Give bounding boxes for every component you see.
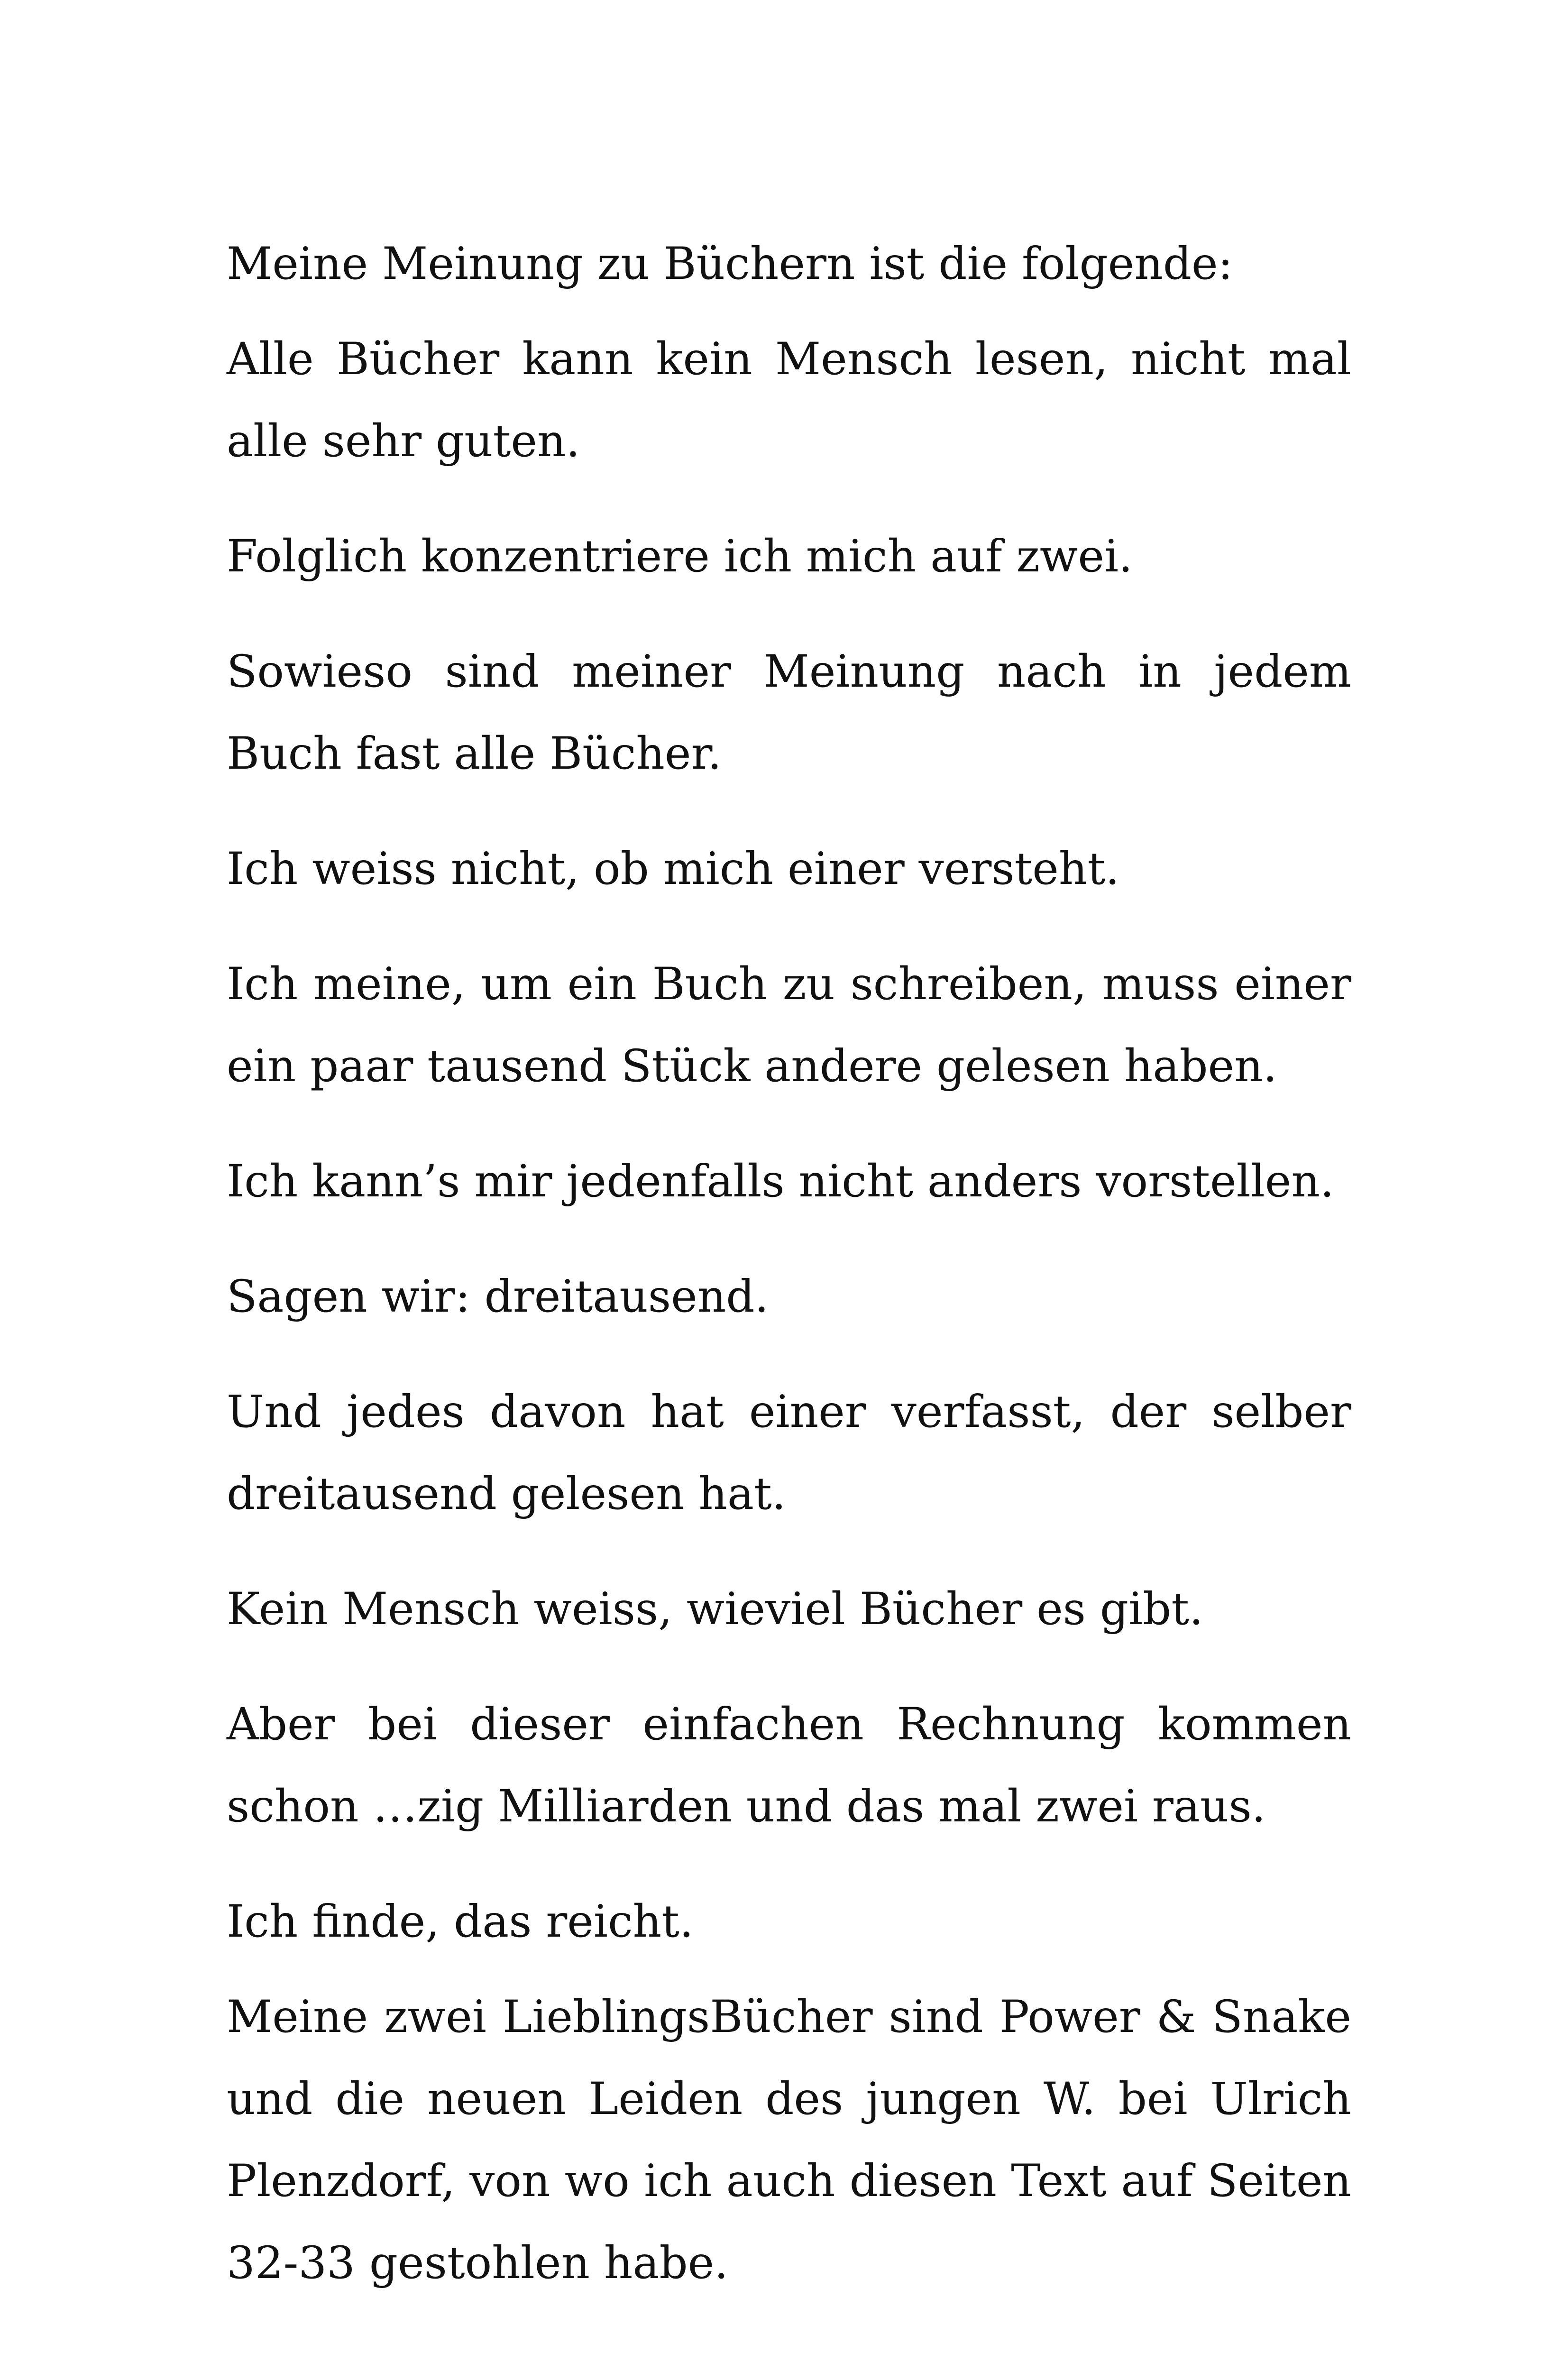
paragraph-11: Aber bei dieser einfachen Rechnung kommen schon …zig Milliarden und das mal zwei raus. xyxy=(227,1699,1351,1832)
paragraph-13: Meine zwei LieblingsBücher sind Power & Snake und die neuen Leiden des jungen W. bei Ulrich Plenzdorf, von wo ich auch diesen Text auf Seiten 32-33 gestohlen habe. xyxy=(227,1991,1351,2289)
paragraph-10: Kein Mensch weiss, wieviel Bücher es gibt. xyxy=(227,1583,1203,1635)
paragraph-9: Und jedes davon hat einer verfasst, der selber dreitausend gelesen hat. xyxy=(227,1386,1351,1520)
body-text xyxy=(227,223,1351,2337)
paragraph-4: Sowieso sind meiner Meinung nach in jedem Buch fast alle Bücher. xyxy=(227,646,1351,780)
paragraph-7: Ich kann’s mir jedenfalls nicht anders vorstellen. xyxy=(227,1156,1334,1207)
paragraph-3: Folglich konzentriere ich mich auf zwei. xyxy=(227,531,1133,582)
paragraph-12: Ich finde, das reicht. xyxy=(227,1896,694,1948)
paragraph-1: Meine Meinung zu Büchern ist die folgende: xyxy=(227,238,1233,290)
paragraph-5: Ich weiss nicht, ob mich einer versteht. xyxy=(227,843,1120,895)
paragraph-8: Sagen wir: dreitausend. xyxy=(227,1271,769,1323)
paragraph-2: Alle Bücher kann kein Mensch lesen, nicht mal alle sehr guten. xyxy=(227,333,1351,467)
paragraph-6: Ich meine, um ein Buch zu schreiben, muss einer ein paar tausend Stück andere gelesen haben. xyxy=(227,958,1351,1092)
